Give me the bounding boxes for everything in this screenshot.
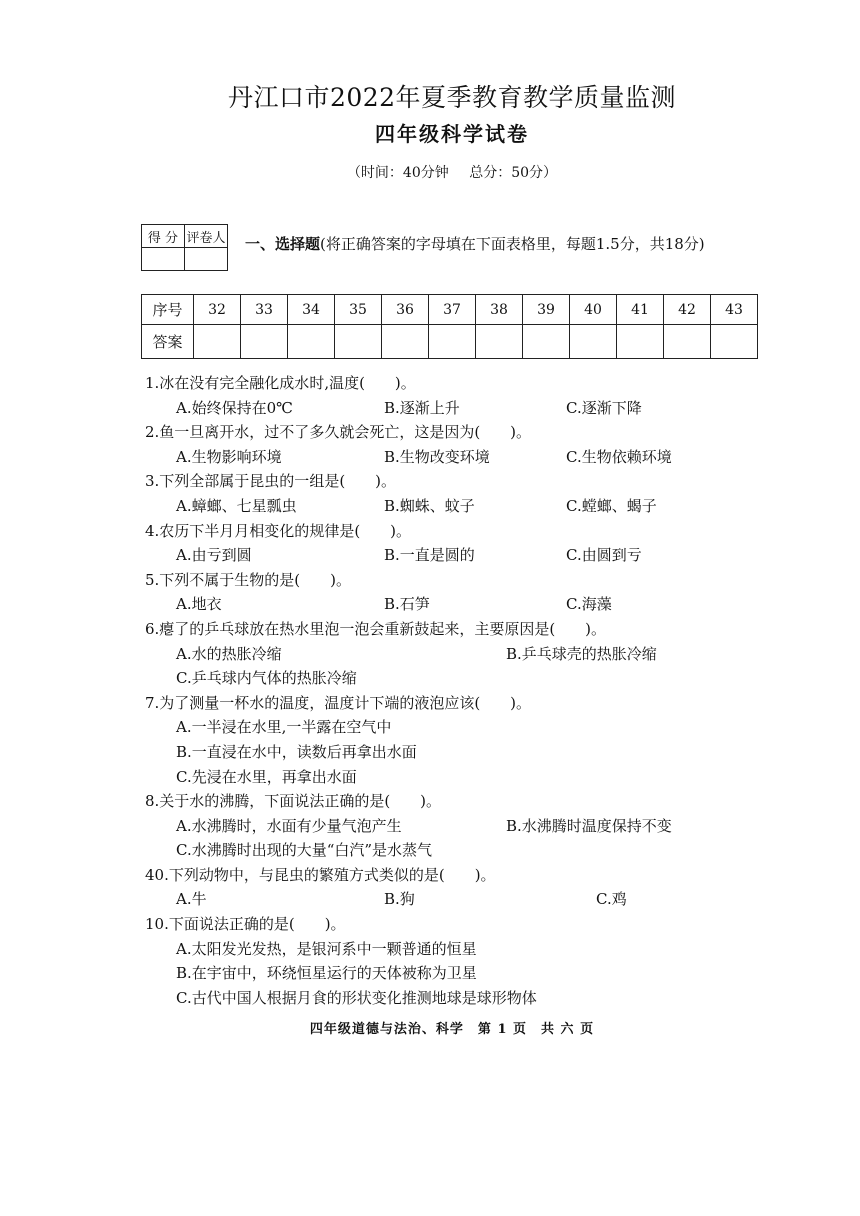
option-b: B.逐渐上升 — [384, 398, 460, 417]
question-number-cell: 37 — [429, 295, 476, 325]
option-c: C.生物依赖环境 — [566, 447, 672, 466]
question-stem: 1.冰在没有完全融化成水时,温度( )。 — [145, 374, 416, 392]
question-options — [145, 494, 845, 519]
score-box — [141, 224, 228, 271]
question-options — [145, 642, 845, 667]
answer-cell[interactable] — [429, 325, 476, 359]
answer-cell[interactable] — [570, 325, 617, 359]
option-a: A.蟑螂、七星瓢虫 — [176, 496, 297, 515]
answer-table — [141, 294, 758, 359]
question-number-cell: 38 — [476, 295, 523, 325]
option-b: B.石笋 — [384, 595, 430, 614]
exam-title: 丹江口市2022年夏季教育教学质量监测 — [227, 83, 677, 112]
section-title: 一、选择题 — [245, 235, 321, 253]
question-stem: 5.下列不属于生物的是( )。 — [145, 570, 352, 589]
question-list — [145, 371, 845, 1010]
question-number-cell: 43 — [711, 295, 758, 325]
answer-cell[interactable] — [288, 325, 335, 359]
question-stem: 7.为了测量一杯水的温度，温度计下端的液泡应该( )。 — [145, 693, 532, 712]
question-options — [145, 396, 845, 421]
option-c: C.由圆到亏 — [566, 546, 642, 565]
page-footer: 四年级道德与法治、科学 第 1 页 共 六 页 — [309, 1022, 595, 1037]
option-a: A.始终保持在0℃ — [176, 398, 293, 417]
question-stem: 10.下面说法正确的是( )。 — [145, 915, 346, 934]
option-c: C.鸡 — [596, 890, 627, 909]
question-options — [145, 814, 845, 839]
question-number-cell: 34 — [288, 295, 335, 325]
question-number-cell: 33 — [241, 295, 288, 325]
option-b: B.水沸腾时温度保持不变 — [506, 816, 672, 835]
option-c: C.先浸在水里，再拿出水面 — [176, 767, 357, 786]
option-b: B.蜘蛛、蚊子 — [384, 496, 475, 515]
option-a: A.一半浸在水里,一半露在空气中 — [176, 718, 392, 737]
option-a: A.牛 — [176, 890, 207, 909]
question-stem: 8.关于水的沸腾，下面说法正确的是( )。 — [145, 792, 442, 811]
option-c: C.水沸腾时出现的大量“白汽”是水蒸气 — [176, 841, 433, 860]
option-b: B.乒乓球壳的热胀冷缩 — [506, 644, 657, 663]
answer-cell[interactable] — [382, 325, 429, 359]
answer-cell[interactable] — [194, 325, 241, 359]
total-score: 总分：50分） — [469, 165, 558, 181]
option-a: A.水沸腾时，水面有少量气泡产生 — [176, 816, 402, 835]
option-a: A.地衣 — [176, 595, 222, 614]
option-b: B.一直是圆的 — [384, 546, 475, 565]
option-a: A.由亏到圆 — [176, 546, 252, 565]
question-number-cell: 36 — [382, 295, 429, 325]
question-stem: 4.农历下半月月相变化的规律是( )。 — [145, 521, 412, 540]
grader-label: 评卷人 — [185, 225, 228, 248]
option-b: B.狗 — [384, 890, 415, 909]
grader-cell[interactable] — [185, 248, 228, 271]
option-b: B.在宇宙中，环绕恒星运行的天体被称为卫星 — [176, 964, 477, 983]
exam-subtitle: 四年级科学试卷 — [375, 122, 529, 146]
section-heading — [245, 233, 705, 254]
question-stem: 2.鱼一旦离开水，过不了多久就会死亡，这是因为( )。 — [145, 423, 532, 442]
question-options — [145, 887, 845, 912]
question-number-cell: 41 — [617, 295, 664, 325]
question-stem: 40.下列动物中，与昆虫的繁殖方式类似的是( )。 — [145, 865, 496, 884]
answer-table-answer-row — [142, 325, 758, 359]
answer-cell[interactable] — [617, 325, 664, 359]
answer-cell[interactable] — [335, 325, 382, 359]
option-a: A.太阳发光发热，是银河系中一颗普通的恒星 — [176, 939, 477, 958]
number-row-label: 序号 — [142, 295, 194, 325]
answer-cell[interactable] — [241, 325, 288, 359]
option-c: C.螳螂、蝎子 — [566, 496, 657, 515]
score-cell[interactable] — [142, 248, 185, 271]
question-options — [145, 592, 845, 617]
exam-time-info — [0, 162, 860, 182]
option-c: C.古代中国人根据月食的形状变化推测地球是球形物体 — [176, 988, 537, 1007]
question-number-cell: 35 — [335, 295, 382, 325]
answer-cell[interactable] — [711, 325, 758, 359]
section-instruction: (将正确答案的字母填在下面表格里，每题1.5分，共18分) — [320, 235, 705, 253]
question-stem: 3.下列全部属于昆虫的一组是( )。 — [145, 472, 397, 491]
option-c: C.海藻 — [566, 595, 612, 614]
question-stem: 6.瘪了的乒乓球放在热水里泡一泡会重新鼓起来，主要原因是( )。 — [145, 619, 607, 638]
question-options — [145, 543, 845, 568]
score-label: 得 分 — [142, 225, 185, 248]
answer-table-number-row — [142, 295, 758, 325]
question-number-cell: 42 — [664, 295, 711, 325]
answer-cell[interactable] — [523, 325, 570, 359]
question-options — [145, 445, 845, 470]
time-limit: （时间：40分钟 — [346, 165, 449, 181]
answer-cell[interactable] — [664, 325, 711, 359]
answer-row-label: 答案 — [142, 325, 194, 359]
option-a: A.水的热胀冷缩 — [176, 644, 282, 663]
answer-cell[interactable] — [476, 325, 523, 359]
option-c: C.乒乓球内气体的热胀冷缩 — [176, 669, 357, 688]
option-b: B.生物改变环境 — [384, 447, 490, 466]
question-number-cell: 32 — [194, 295, 241, 325]
option-a: A.生物影响环境 — [176, 447, 282, 466]
option-b: B.一直浸在水中，读数后再拿出水面 — [176, 742, 417, 761]
question-number-cell: 39 — [523, 295, 570, 325]
option-c: C.逐渐下降 — [566, 398, 642, 417]
question-number-cell: 40 — [570, 295, 617, 325]
